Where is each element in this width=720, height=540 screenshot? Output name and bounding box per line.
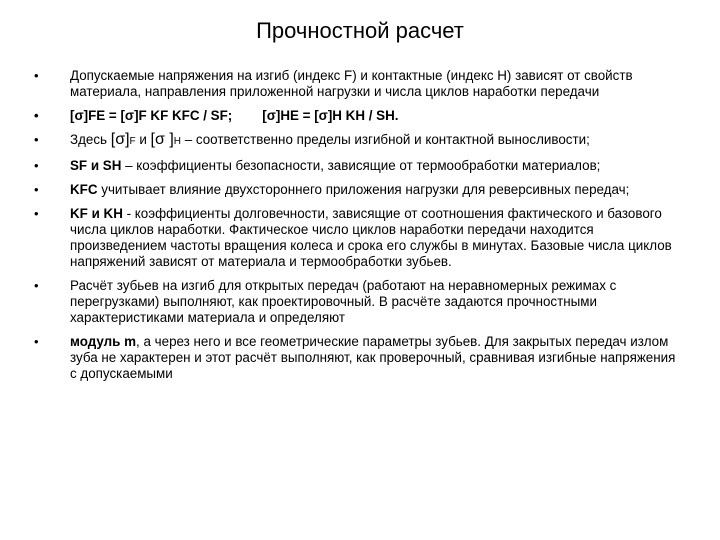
sigma-symbol: [σ ] <box>150 131 174 148</box>
bullet-icon: • <box>34 68 39 83</box>
item-text: – соответственно пределы изгибной и контактной выносливости; <box>181 132 590 147</box>
item-text: учитывает влияние двухстороннего приложения нагрузки для реверсивных передач; <box>97 182 630 197</box>
formula-contact: [σ]HE = [σ]H KH / SH. <box>262 108 399 123</box>
item-text: Допускаемые напряжения на изгиб (индекс F) и контактные (индекс H) зависят от свойств материала, направления приложенной нагрузки и числа циклов наработки передачи <box>70 68 633 99</box>
bullet-icon: • <box>34 334 39 349</box>
list-item <box>34 206 684 270</box>
list-item <box>34 132 684 150</box>
subscript: H <box>173 136 181 147</box>
item-text: – коэффициенты безопасности, зависящие от термообработки материалов; <box>121 158 601 173</box>
bullet-icon: • <box>34 182 39 197</box>
item-prefix: Здесь <box>70 132 111 147</box>
bullet-icon: • <box>34 206 39 221</box>
formula-bending: [σ]FE = [σ]F KF KFC / SF; <box>70 108 233 123</box>
item-lead: KF и KH <box>70 206 123 221</box>
item-mid: и <box>135 132 151 147</box>
item-text: Расчёт зубьев на изгиб для открытых передач (работают на неравномерных режимах с перегрузками) выполняют, как проектировочный. В расчёте задаются прочностными характеристиками материала и определяют <box>70 278 617 325</box>
list-item-formula <box>34 108 684 124</box>
bullet-icon: • <box>34 278 39 293</box>
list-item <box>34 182 684 198</box>
item-lead: SF и SH <box>70 158 122 173</box>
list-item <box>34 158 684 174</box>
bullet-icon: • <box>34 108 39 123</box>
sigma-symbol: [σ] <box>110 131 130 148</box>
list-item <box>34 278 684 326</box>
item-lead: KFC <box>70 182 98 197</box>
list-item <box>34 68 684 100</box>
item-text: , а через него и все геометрические параметры зубьев. Для закрытых передач излом зуба не характерен и этот расчёт выполняют, как проверочный, сравнивая изгибные напряжения с допускаемыми <box>70 334 676 381</box>
slide-title: Прочностной расчет <box>256 18 464 43</box>
item-text: - коэффициенты долговечности, зависящие от соотношения фактического и базового числа циклов наработки. Фактическое число циклов наработки передачи находится произведением частоты вращения колеса и срока его службы в минутах. Базовые числа циклов напряжений зависят от материала и термообработки зубьев. <box>70 206 672 269</box>
item-lead: модуль m <box>70 334 137 349</box>
bullet-icon: • <box>34 158 39 173</box>
bullet-list <box>34 68 684 390</box>
subscript: F <box>129 136 136 147</box>
bullet-icon: • <box>34 132 39 147</box>
list-item <box>34 334 684 382</box>
